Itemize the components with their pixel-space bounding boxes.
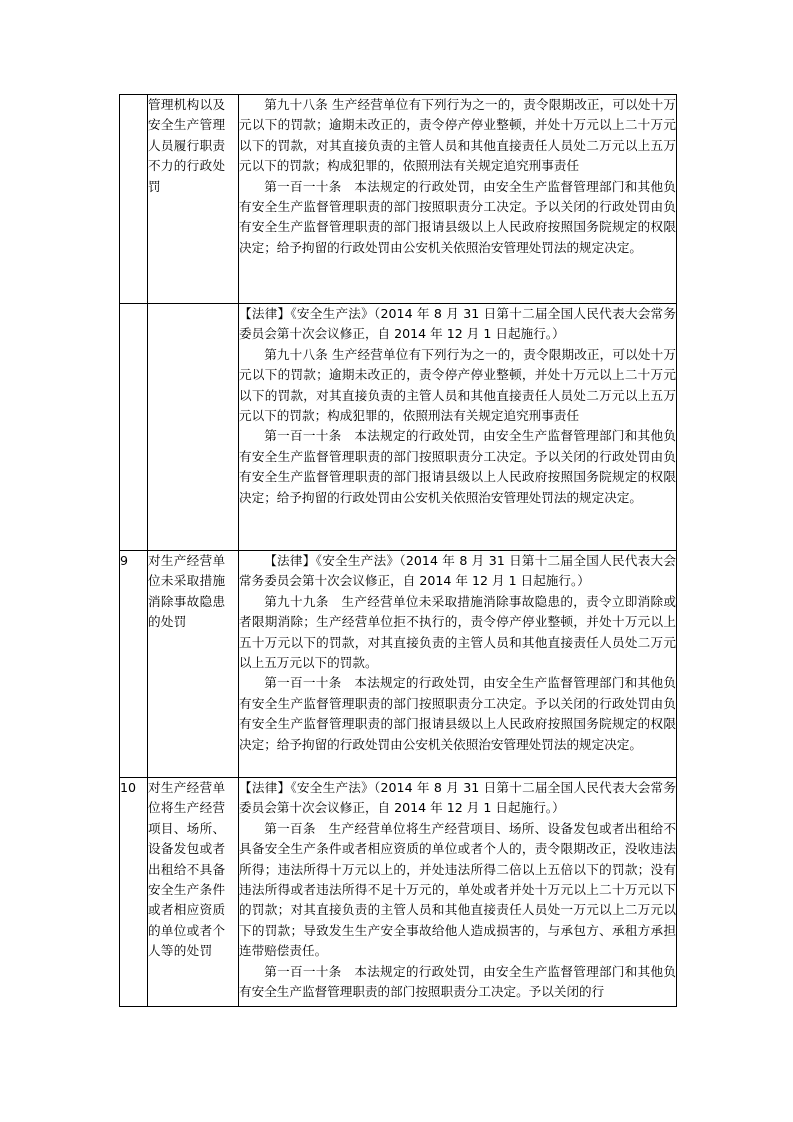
row-number: 9: [120, 551, 148, 778]
article-text: 第一百一十条 本法规定的行政处罚，由安全生产监督管理部门和其他负有安全生产监督管理职责的部门按照职责分工决定。予以关闭的行政处罚由负有安全生产监督管理职责的部门报请县级以上人民政府按照国务院规定的权限决定；给予拘留的行政处罚由公安机关依照治安管理处罚法的规定决定。: [239, 178, 676, 255]
legal-basis: [239, 95, 677, 304]
article-text: 第九十九条 生产经营单位未采取措施消除事故隐患的，责令立即消除或者限期消除；生产经营单位拒不执行的，责令停产停业整顿，并处十万元以上五十万元以下的罚款，对其直接负责的主管人员和其他直接责任人员处二万元以上五万元以下的罚款。: [239, 593, 676, 671]
penalty-item: 对生产经营单位未采取措施消除事故隐患的处罚: [148, 551, 239, 778]
article-text: 第一百条 生产经营单位将生产经营项目、场所、设备发包或者出租给不具备安全生产条件或者相应资质的单位或者个人的，责令限期改正，没收违法所得；违法所得十万元以上的，并处违法所得二倍以上五倍以下的罚款；没有违法所得或者违法所得不足十万元的，单处或者并处十万元以上二十万元以下的罚款；对其直接负责的主管人员和其他直接责任人员处一万元以上二万元以下的罚款；导致发生生产安全事故给他人造成损害的，与承包方、承租方承担连带赔偿责任。: [239, 820, 676, 959]
article-text: 第九十八条 生产经营单位有下列行为之一的，责令限期改正，可以处十万元以下的罚款；逾期未改正的，责令停产停业整顿，并处十万元以上二十万元以下的罚款，对其直接负责的主管人员和其他直接责任人员处二万元以上五万元以下的罚款；构成犯罪的，依照刑法有关规定追究刑事责任: [239, 97, 676, 174]
law-reference: 【法律】《安全生产法》（2014 年 8 月 31 日第十二届全国人民代表大会常务委员会第十次会议修正，自 2014 年 12 月 1 日起施行。）: [239, 553, 676, 589]
legal-basis: [239, 304, 677, 551]
article-text: 第九十八条 生产经营单位有下列行为之一的，责令限期改正，可以处十万元以下的罚款；逾期未改正的，责令停产停业整顿，并处十万元以上二十万元以下的罚款，对其直接负责的主管人员和其他直接责任人员处二万元以上五万元以下的罚款；构成犯罪的，依照刑法有关规定追究刑事责任: [239, 346, 676, 424]
article-text: 第一百一十条 本法规定的行政处罚，由安全生产监督管理部门和其他负有安全生产监督管理职责的部门按照职责分工决定。予以关闭的行政处罚由负有安全生产监督管理职责的部门报请县级以上人民政府按照国务院规定的权限决定；给予拘留的行政处罚由公安机关依照治安管理处罚法的规定决定。: [239, 428, 676, 505]
article-text: 第一百一十条 本法规定的行政处罚，由安全生产监督管理部门和其他负有安全生产监督管理职责的部门按照职责分工决定。予以关闭的行政处罚由负有安全生产监督管理职责的部门报请县级以上人民政府按照国务院规定的权限决定；给予拘留的行政处罚由公安机关依照治安管理处罚法的规定决定。: [239, 675, 676, 752]
article-text: 第一百一十条 本法规定的行政处罚，由安全生产监督管理部门和其他负有安全生产监督管理职责的部门按照职责分工决定。予以关闭的行: [239, 963, 676, 1000]
table-row: [120, 551, 677, 778]
law-reference: 【法律】《安全生产法》（2014 年 8 月 31 日第十二届全国人民代表大会常务委员会第十次会议修正，自 2014 年 12 月 1 日起施行。）: [239, 780, 676, 816]
table-row: [120, 95, 677, 304]
legal-basis: [239, 551, 677, 778]
penalty-item: 对生产经营单位将生产经营项目、场所、设备发包或者出租给不具备安全生产条件或者相应资质的单位或者个人等的处罚: [148, 778, 239, 1007]
penalty-table: [119, 94, 677, 1007]
table-row: [120, 778, 677, 1007]
row-number: [120, 304, 148, 551]
penalty-item: 管理机构以及安全生产管理人员履行职责不力的行政处罚: [148, 95, 239, 304]
law-reference: 【法律】《安全生产法》（2014 年 8 月 31 日第十二届全国人民代表大会常务委员会第十次会议修正，自 2014 年 12 月 1 日起施行。）: [239, 306, 676, 342]
row-number: 10: [120, 778, 148, 1007]
row-number: [120, 95, 148, 304]
penalty-item: [148, 304, 239, 551]
legal-basis: [239, 778, 677, 1007]
table-row: [120, 304, 677, 551]
